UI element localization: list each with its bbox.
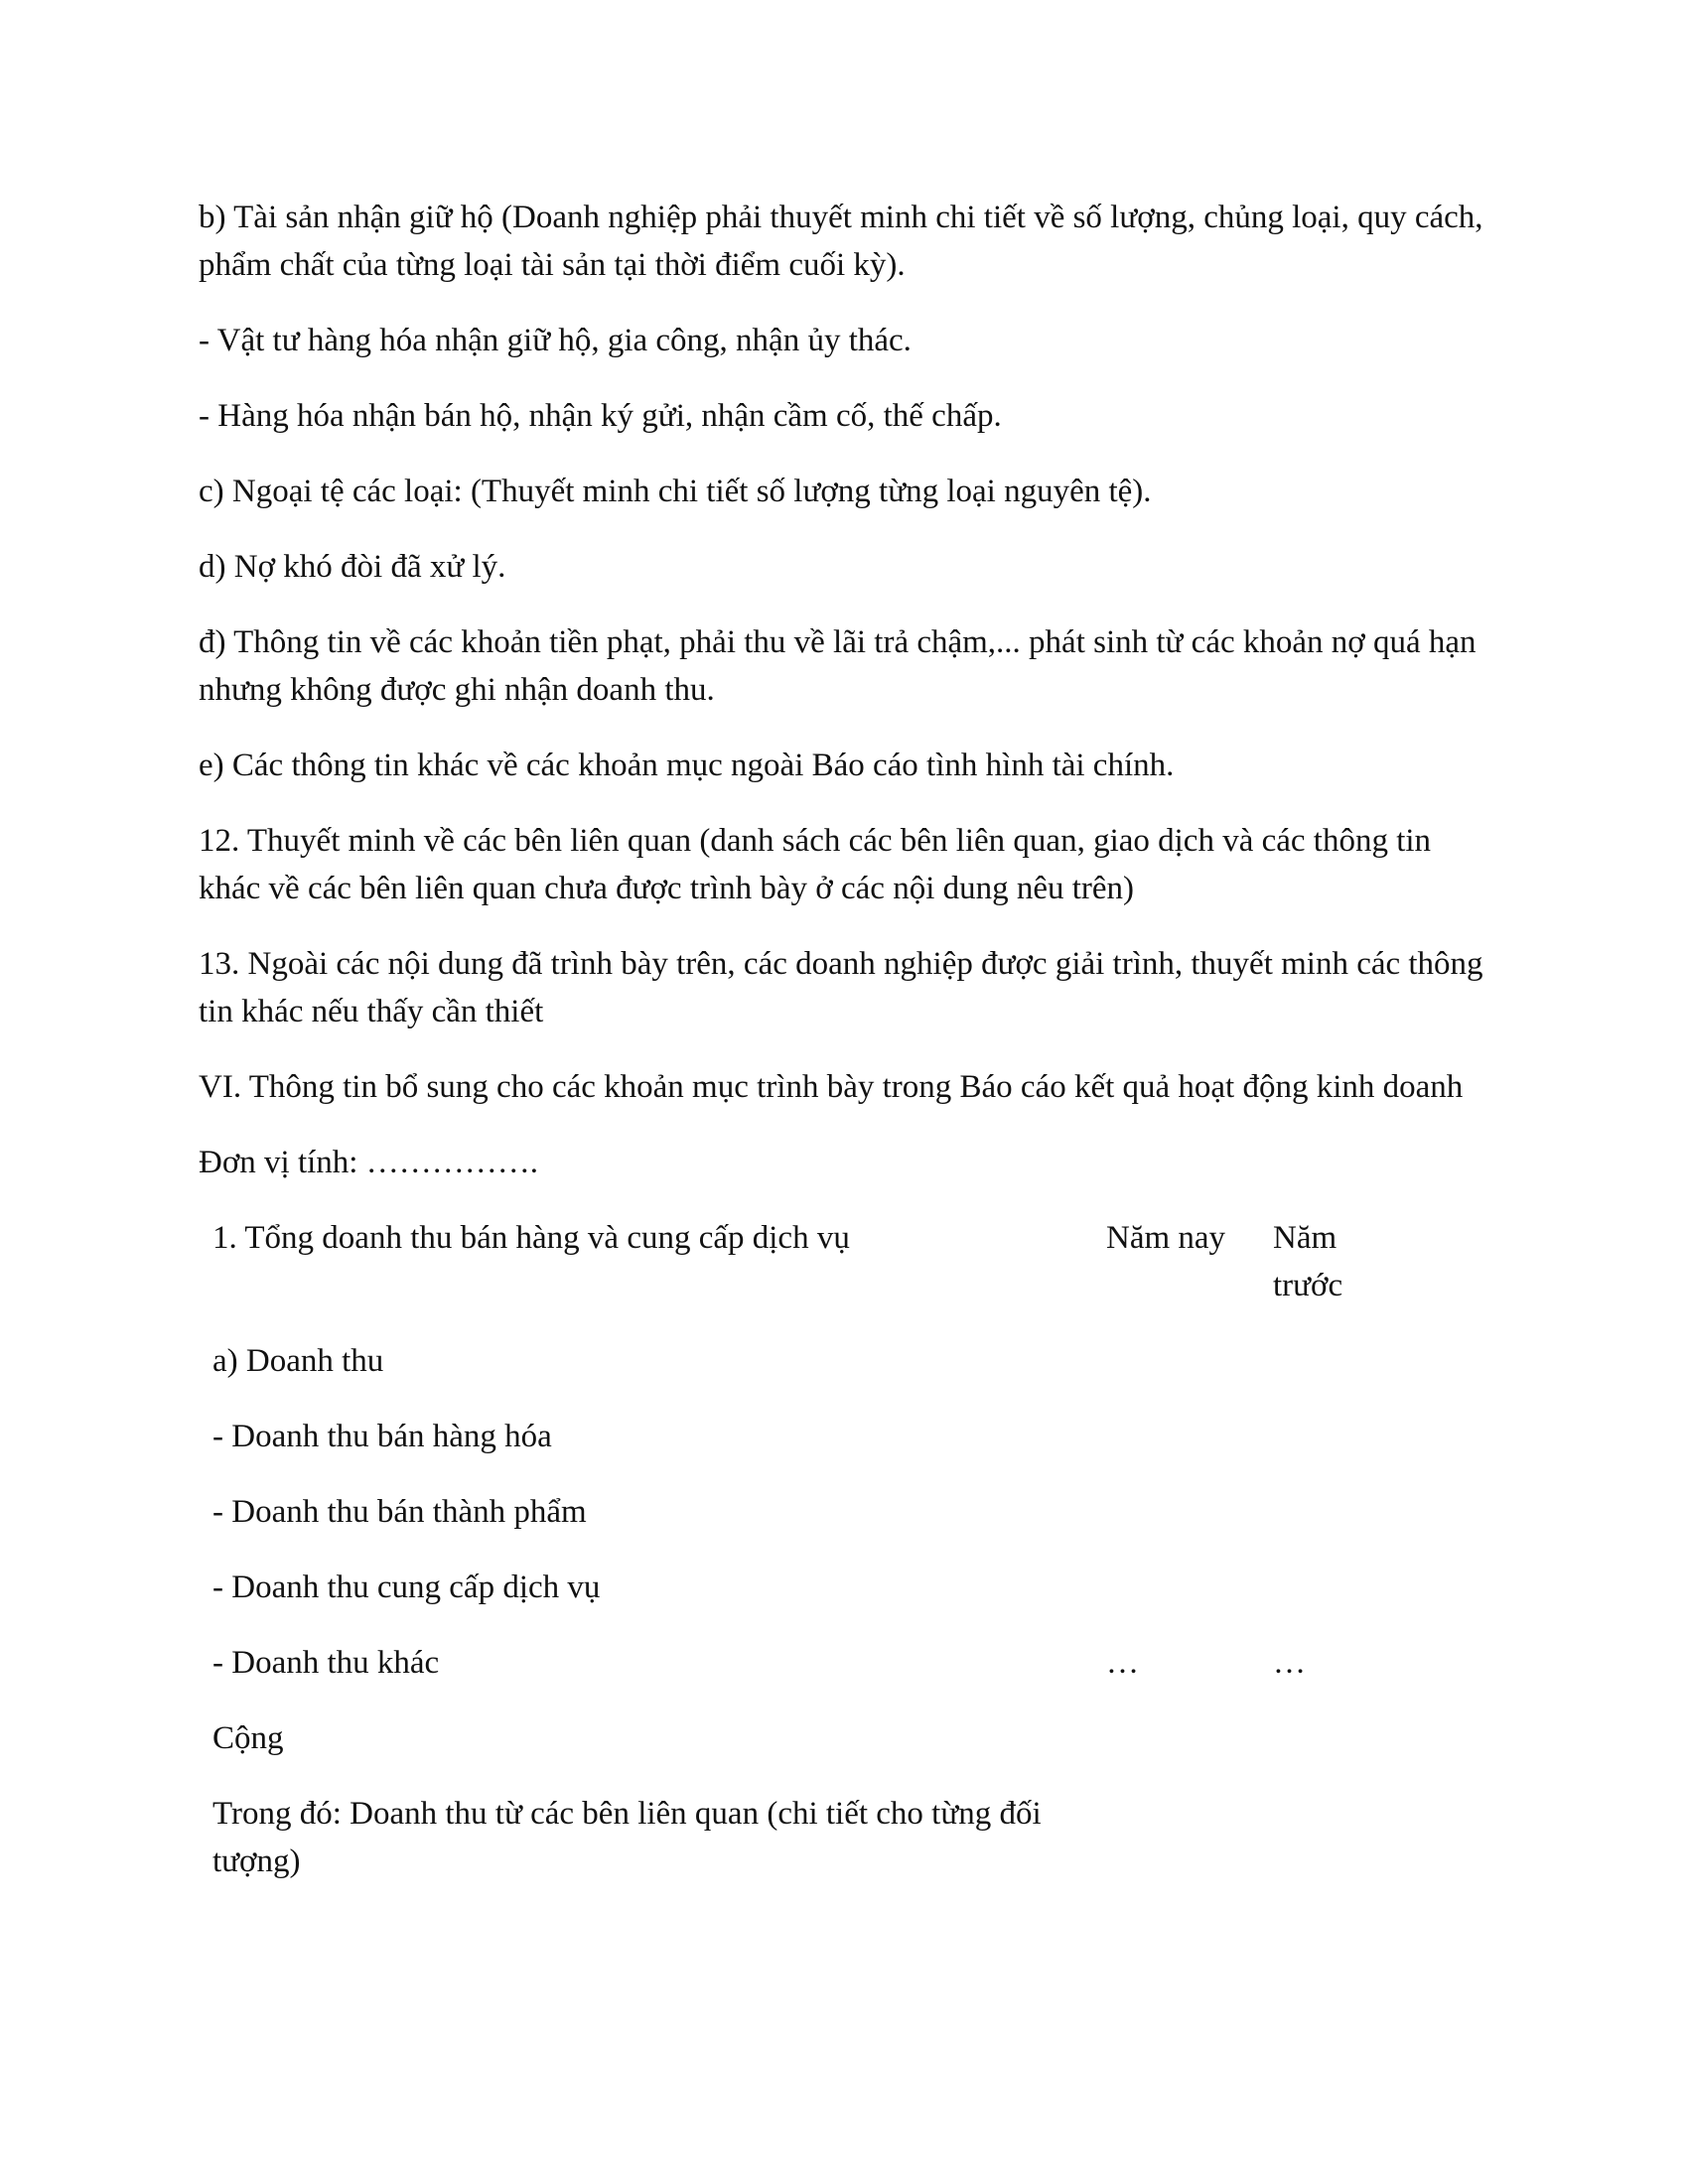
unit-of-measure: Đơn vị tính: ……………. bbox=[199, 1145, 538, 1180]
section-heading-vi: VI. Thông tin bổ sung cho các khoản mục trình bày trong Báo cáo kết quả hoạt động kinh doanh bbox=[199, 1069, 1464, 1105]
paragraph-dd-penalties: đ) Thông tin về các khoản tiền phạt, phải thu về lãi trả chậm,... phát sinh từ các khoản nợ quá hạn nhưng không được ghi nhận doanh thu. bbox=[199, 624, 1477, 708]
row-label: - Doanh thu khác bbox=[212, 1645, 440, 1681]
row-previous-value: … bbox=[1273, 1645, 1306, 1681]
table-row bbox=[212, 1639, 1306, 1687]
revenue-table bbox=[212, 1214, 1343, 1885]
row-current-value: … bbox=[1106, 1645, 1139, 1681]
paragraph-d-bad-debts: d) Nợ khó đòi đã xử lý. bbox=[199, 549, 506, 585]
paragraph-12-related-parties: 12. Thuyết minh về các bên liên quan (danh sách các bên liên quan, giao dịch và các thông tin khác về các bên liên quan chưa được trình bày ở các nội dung nêu trên) bbox=[199, 823, 1432, 906]
table-row bbox=[212, 1413, 1166, 1460]
document-page bbox=[199, 194, 1489, 1913]
row-label: a) Doanh thu bbox=[212, 1343, 384, 1379]
row-label-text: Trong đó: Doanh thu từ các bên liên quan (chi tiết cho từng đối tượng) bbox=[212, 1796, 1042, 1879]
table-header-label: 1. Tổng doanh thu bán hàng và cung cấp dịch vụ bbox=[212, 1220, 850, 1256]
paragraph-held-goods: - Vật tư hàng hóa nhận giữ hộ, gia công, nhận ủy thác. bbox=[199, 323, 912, 358]
paragraph-consigned-goods: - Hàng hóa nhận bán hộ, nhận ký gửi, nhận cầm cố, thế chấp. bbox=[199, 398, 1002, 434]
row-label: Cộng bbox=[212, 1720, 284, 1756]
table-row-total bbox=[212, 1714, 1166, 1762]
paragraph-e-other-items: e) Các thông tin khác về các khoản mục ngoài Báo cáo tình hình tài chính. bbox=[199, 748, 1175, 783]
paragraph-13-other-info: 13. Ngoài các nội dung đã trình bày trên, các doanh nghiệp được giải trình, thuyết minh các thông tin khác nếu thấy cần thiết bbox=[199, 946, 1483, 1029]
table-row bbox=[212, 1488, 1166, 1536]
table-row bbox=[212, 1337, 1166, 1385]
table-row-related-parties bbox=[212, 1790, 1166, 1885]
table-row bbox=[212, 1564, 1166, 1611]
row-label: - Doanh thu bán hàng hóa bbox=[212, 1419, 552, 1454]
paragraph-b-held-assets: b) Tài sản nhận giữ hộ (Doanh nghiệp phải thuyết minh chi tiết về số lượng, chủng loại, quy cách, phẩm chất của từng loại tài sản tại thời điểm cuối kỳ). bbox=[199, 200, 1483, 283]
table-header-current-year: Năm nay bbox=[1106, 1220, 1226, 1256]
table-header-row bbox=[212, 1214, 1343, 1309]
row-label: - Doanh thu cung cấp dịch vụ bbox=[212, 1570, 601, 1605]
table-header-previous-year: Năm trước bbox=[1273, 1220, 1343, 1303]
paragraph-c-foreign-currency: c) Ngoại tệ các loại: (Thuyết minh chi tiết số lượng từng loại nguyên tệ). bbox=[199, 474, 1152, 509]
row-label: - Doanh thu bán thành phẩm bbox=[212, 1494, 587, 1530]
row-label bbox=[212, 1790, 1106, 1885]
